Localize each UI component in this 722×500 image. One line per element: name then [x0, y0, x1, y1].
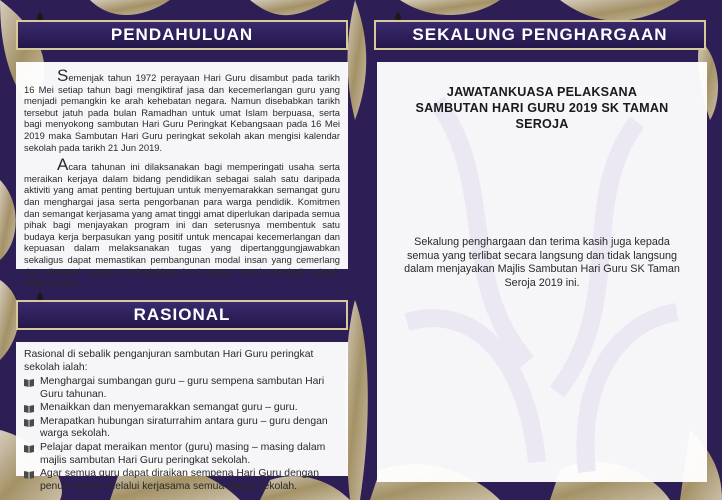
list-item: Menghargai sumbangan guru – guru sempena sambutan Hari Guru tahunan. — [24, 376, 340, 401]
bullet-book-icon — [24, 378, 34, 387]
dropcap-a: A — [57, 155, 69, 175]
pendahuluan-paragraph-2: Acara tahunan ini dilaksanakan bagi memperingati usaha serta meraikan kerjaya dalam bidang pendidikan sebagai salah satu daripada aktiviti yang amat penting bertujuan untuk menyemarakkan semangat guru dan menghargai jasa serta pengorbanan para warga pendidik. Komitmen dan semangat kerjasama yang amat tinggi amat diperlukan daripada semua pihak bagi menjayakan program ini dan seterusnya membentuk satu budaya kerja berpasukan yang positif untuk mencapai kecemerlangan dan kepuasan dalam melaksanakan tugas yang dipertanggungjawabkan sekaligus dapat memastikan pembangunan modal insan yang cemerlang dan disegani mampu melonjakkan imej negara untuk menjadi sebuah negara maju. — [24, 155, 340, 289]
pendahuluan-paragraph-1: Semenjak tahun 1972 perayaan Hari Guru disambut pada tarikh 16 Mei setiap tahun bagi mengiktiraf jasa dan kecemerlangan guru yang menjadi pemangkin ke arah kehebatan negara. Namun disebabkan tarikh tersebut jatuh pada bulan Ramadhan untuk umat Islam berpuasa, serta bagi menyokong sambutan Hari Guru Peringkat Kebangsaan pada 16 Mei 2019 maka Sambutan Hari Guru peringkat sekolah akan mengisi kalendar sekolah pada tarikh 21 Jun 2019. — [24, 66, 340, 153]
rasional-list — [24, 376, 340, 493]
list-item: Menaikkan dan menyemarakkan semangat guru – guru. — [24, 402, 340, 415]
section-header-rasional — [16, 300, 348, 330]
list-item: Agar semua guru dapat diraikan sempena Hari Guru dengan penuh meriah melalui kerjasama semua warga sekolah. — [24, 468, 340, 493]
bullet-book-icon — [24, 418, 34, 427]
appreciation-text: Sekalung penghargaan dan terima kasih juga kepada semua yang terlibat secara langsung dan tidak langsung dalam menjayakan Majlis Sambutan Hari Guru SK Taman Seroja 2019 ini. — [404, 236, 680, 289]
section-title-rasional: RASIONAL — [133, 305, 231, 324]
bullet-book-icon — [24, 404, 34, 413]
rasional-intro: Rasional di sebalik penganjuran sambutan Hari Guru peringkat sekolah ialah: — [24, 349, 314, 373]
section-title-pendahuluan: PENDAHULUAN — [110, 25, 254, 44]
rasional-panel — [16, 342, 348, 492]
committee-heading-line-1: JAWATANKUASA PELAKSANA — [446, 85, 638, 99]
bullet-book-icon — [24, 470, 34, 479]
list-item: Pelajar dapat meraikan mentor (guru) masing – masing dalam majlis sambutan Hari Guru peringkat sekolah. — [24, 442, 340, 467]
penghargaan-panel — [377, 62, 707, 482]
list-item: Merapatkan hubungan siraturrahim antara guru – guru dengan warga sekolah. — [24, 416, 340, 441]
section-header-penghargaan — [374, 20, 706, 50]
section-header-pendahuluan — [16, 20, 348, 50]
dropcap-s: S — [57, 66, 69, 85]
pendahuluan-panel — [16, 62, 348, 289]
committee-heading-line-2: SAMBUTAN HARI GURU 2019 SK TAMAN SEROJA — [415, 101, 669, 131]
bullet-book-icon — [24, 444, 34, 453]
section-title-penghargaan: SEKALUNG PENGHARGAAN — [412, 25, 668, 44]
